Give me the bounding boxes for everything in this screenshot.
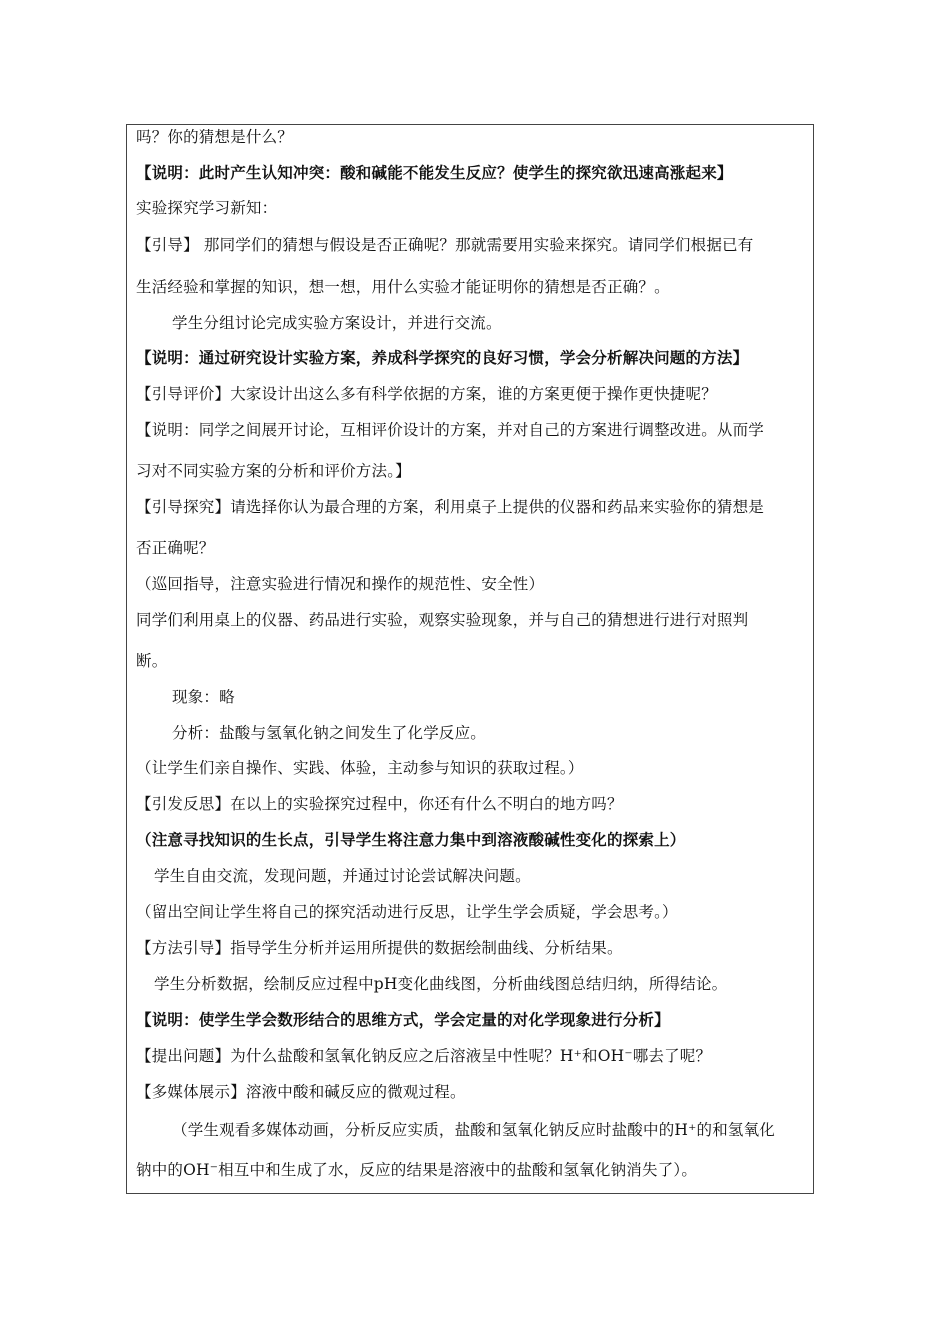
text-line: （让学生们亲自操作、实践、体验，主动参与知识的获取过程。） — [136, 759, 584, 777]
text-line: 【引导评价】大家设计出这么多有科学依据的方案，谁的方案更便于操作更快捷呢？ — [136, 385, 717, 403]
text-line: 学生自由交流，发现问题，并通过讨论尝试解决问题。 — [154, 867, 531, 885]
text-line: 习对不同实验方案的分析和评价方法。】 — [136, 462, 411, 480]
text-line: 实验探究学习新知： — [136, 199, 278, 217]
text-line: 钠中的OH⁻相互中和生成了水，反应的结果是溶液中的盐酸和氢氧化钠消失了）。 — [136, 1161, 698, 1179]
bold-note-line: （注意寻找知识的生长点，引导学生将注意力集中到溶液酸碱性变化的探索上） — [136, 830, 686, 849]
text-line: 否正确呢？ — [136, 539, 215, 557]
text-line: （学生观看多媒体动画，分析反应实质，盐酸和氢氧化钠反应时盐酸中的H⁺的和氢氧化 — [172, 1121, 776, 1139]
text-line: 【说明：同学之间展开讨论，互相评价设计的方案，并对自己的方案进行调整改进。从而学 — [136, 421, 765, 439]
text-line: 学生分组讨论完成实验方案设计，并进行交流。 — [172, 314, 502, 332]
text-line: 学生分析数据，绘制反应过程中pH变化曲线图，分析曲线图总结归纳，所得结论。 — [154, 975, 728, 993]
text-line: （巡回指导，注意实验进行情况和操作的规范性、安全性） — [136, 575, 545, 593]
text-line: （留出空间让学生将自己的探究活动进行反思，让学生学会质疑，学会思考。） — [136, 903, 678, 921]
text-line: 吗？你的猜想是什么？ — [136, 128, 294, 146]
text-line: 【引导探究】请选择你认为最合理的方案，利用桌子上提供的仪器和药品来实验你的猜想是 — [136, 498, 765, 516]
text-line: 断。 — [136, 652, 168, 670]
text-line: 现象：略 — [172, 688, 235, 706]
text-line: 【提出问题】为什么盐酸和氢氧化钠反应之后溶液呈中性呢？H⁺和OH⁻哪去了呢？ — [136, 1047, 712, 1065]
text-line: 分析：盐酸与氢氧化钠之间发生了化学反应。 — [172, 724, 487, 742]
text-line: 【引发反思】在以上的实验探究过程中，你还有什么不明白的地方吗？ — [136, 795, 623, 813]
bold-note-line: 【说明：此时产生认知冲突：酸和碱能不能发生反应？使学生的探究欲迅速高涨起来】 — [136, 163, 733, 182]
bold-note-line: 【说明：通过研究设计实验方案，养成科学探究的良好习惯，学会分析解决问题的方法】 — [136, 348, 749, 367]
text-line: 【引导】 那同学们的猜想与假设是否正确呢？那就需要用实验来探究。请同学们根据已有 — [136, 236, 754, 254]
bold-note-line: 【说明：使学生学会数形结合的思维方式，学会定量的对化学现象进行分析】 — [136, 1010, 670, 1029]
text-line: 【方法引导】指导学生分析并运用所提供的数据绘制曲线、分析结果。 — [136, 939, 623, 957]
text-line: 同学们利用桌上的仪器、药品进行实验，观察实验现象，并与自己的猜想进行进行对照判 — [136, 611, 749, 629]
text-line: 【多媒体展示】溶液中酸和碱反应的微观过程。 — [136, 1083, 466, 1101]
text-line: 生活经验和掌握的知识，想一想，用什么实验才能证明你的猜想是否正确？。 — [136, 278, 670, 296]
